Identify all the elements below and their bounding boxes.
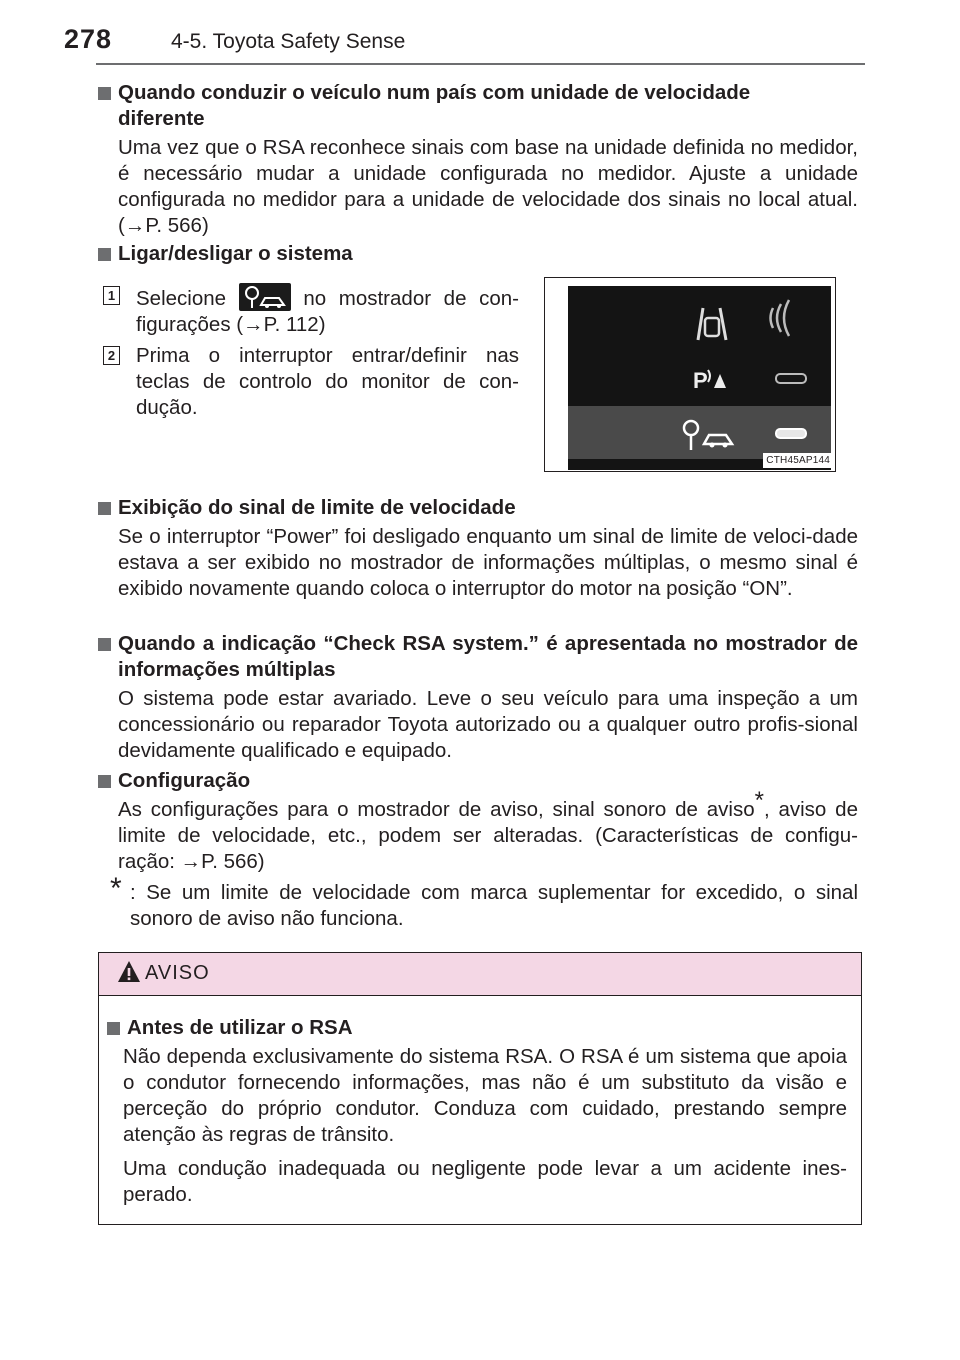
warning-triangle-icon <box>117 960 141 984</box>
step-1: 1 Selecione no mostrador de con-figurações (→P. 112) <box>103 283 519 338</box>
rsa-row-selected <box>568 406 831 459</box>
square-bullet-icon <box>98 775 111 788</box>
page-number: 278 <box>64 24 113 54</box>
section-heading: Quando a indicação “Check RSA system.” é apresentada no mostrador de informações múltiplas <box>98 631 858 683</box>
rsa-settings-icon <box>239 283 291 311</box>
lane-assist-icon <box>568 298 831 351</box>
section-body: Uma vez que o RSA reconhece sinais com base na unidade definida no medidor, é necessário mudar a unidade configurada no medidor. Ajuste a unidade configurada no medidor para a unidade de velocidade dos sinais no local atual. (→P. 566) <box>118 136 858 237</box>
section-body: As configurações para o mostrador de aviso, sinal sonoro de aviso*, aviso de limite de velocidade, etc., podem ser alteradas. (Características de configu-ração: →P. 566) <box>118 787 858 873</box>
square-bullet-icon <box>98 248 111 261</box>
warning-title: AVISO <box>145 962 210 984</box>
footnote-marker: * <box>110 872 122 905</box>
page-header <box>0 0 960 68</box>
warning-paragraph-1: Não dependa exclusivamente do sistema RSA. O RSA é um sistema que apoia o condutor fornecendo informações, mas não é um substituto da visão e perceção do próprio condutor. Conduza com cuidado, prestando sempre atenção às regras de trânsito. <box>123 1045 847 1146</box>
square-bullet-icon <box>107 1022 120 1035</box>
step-number: 1 <box>103 286 120 305</box>
parking-row <box>568 352 831 405</box>
step-2: 2 Prima o interruptor entrar/definir nas teclas de controlo do monitor de con-dução. <box>103 343 519 421</box>
section-heading: Configuração <box>98 768 858 794</box>
rsa-icon <box>568 406 831 459</box>
parking-assist-icon <box>568 352 831 405</box>
svg-text:P: P <box>693 368 708 393</box>
settings-screen <box>568 286 831 470</box>
section-check-rsa <box>98 631 858 764</box>
footnote <box>110 872 858 932</box>
section-title: 4-5. Toyota Safety Sense <box>171 30 406 53</box>
settings-display-figure <box>544 277 836 472</box>
section-body: O sistema pode estar avariado. Leve o seu veículo para uma inspeção a um concessionário ou reparador Toyota autorizado ou a qualquer outro profis-sional devidamente qualificado e equipado. <box>118 687 858 762</box>
section-heading: Exibição do sinal de limite de velocidade <box>98 495 858 521</box>
square-bullet-icon <box>98 502 111 515</box>
step-number: 2 <box>103 346 120 365</box>
section-heading: Ligar/desligar o sistema <box>98 241 858 267</box>
square-bullet-icon <box>98 87 111 100</box>
header-rule <box>96 63 865 65</box>
footnote-text: : Se um limite de velocidade com marca suplementar for excedido, o sinal sonoro de aviso não funciona. <box>130 881 858 930</box>
section-unit <box>98 80 858 239</box>
lane-assist-row <box>568 298 831 351</box>
square-bullet-icon <box>98 638 111 651</box>
section-heading: Quando conduzir o veículo num país com unidade de velocidade diferente <box>98 80 858 132</box>
section-body: Se o interruptor “Power” foi desligado enquanto um sinal de limite de veloci-dade estava a ser exibido no mostrador de informações múltiplas, o mesmo sinal é exibido novamente quando coloca o interruptor do motor na posição “ON”. <box>118 525 858 600</box>
section-onoff <box>98 241 858 267</box>
warning-heading: Antes de utilizar o RSA <box>107 1015 851 1041</box>
warning-header <box>99 953 861 996</box>
section-display <box>98 495 858 602</box>
section-config <box>98 768 858 875</box>
warning-paragraph-2: Uma condução inadequada ou negligente pode levar a um acidente ines-perado. <box>123 1157 847 1206</box>
warning-box <box>98 952 862 1225</box>
figure-label: CTH45AP144 <box>763 453 833 468</box>
